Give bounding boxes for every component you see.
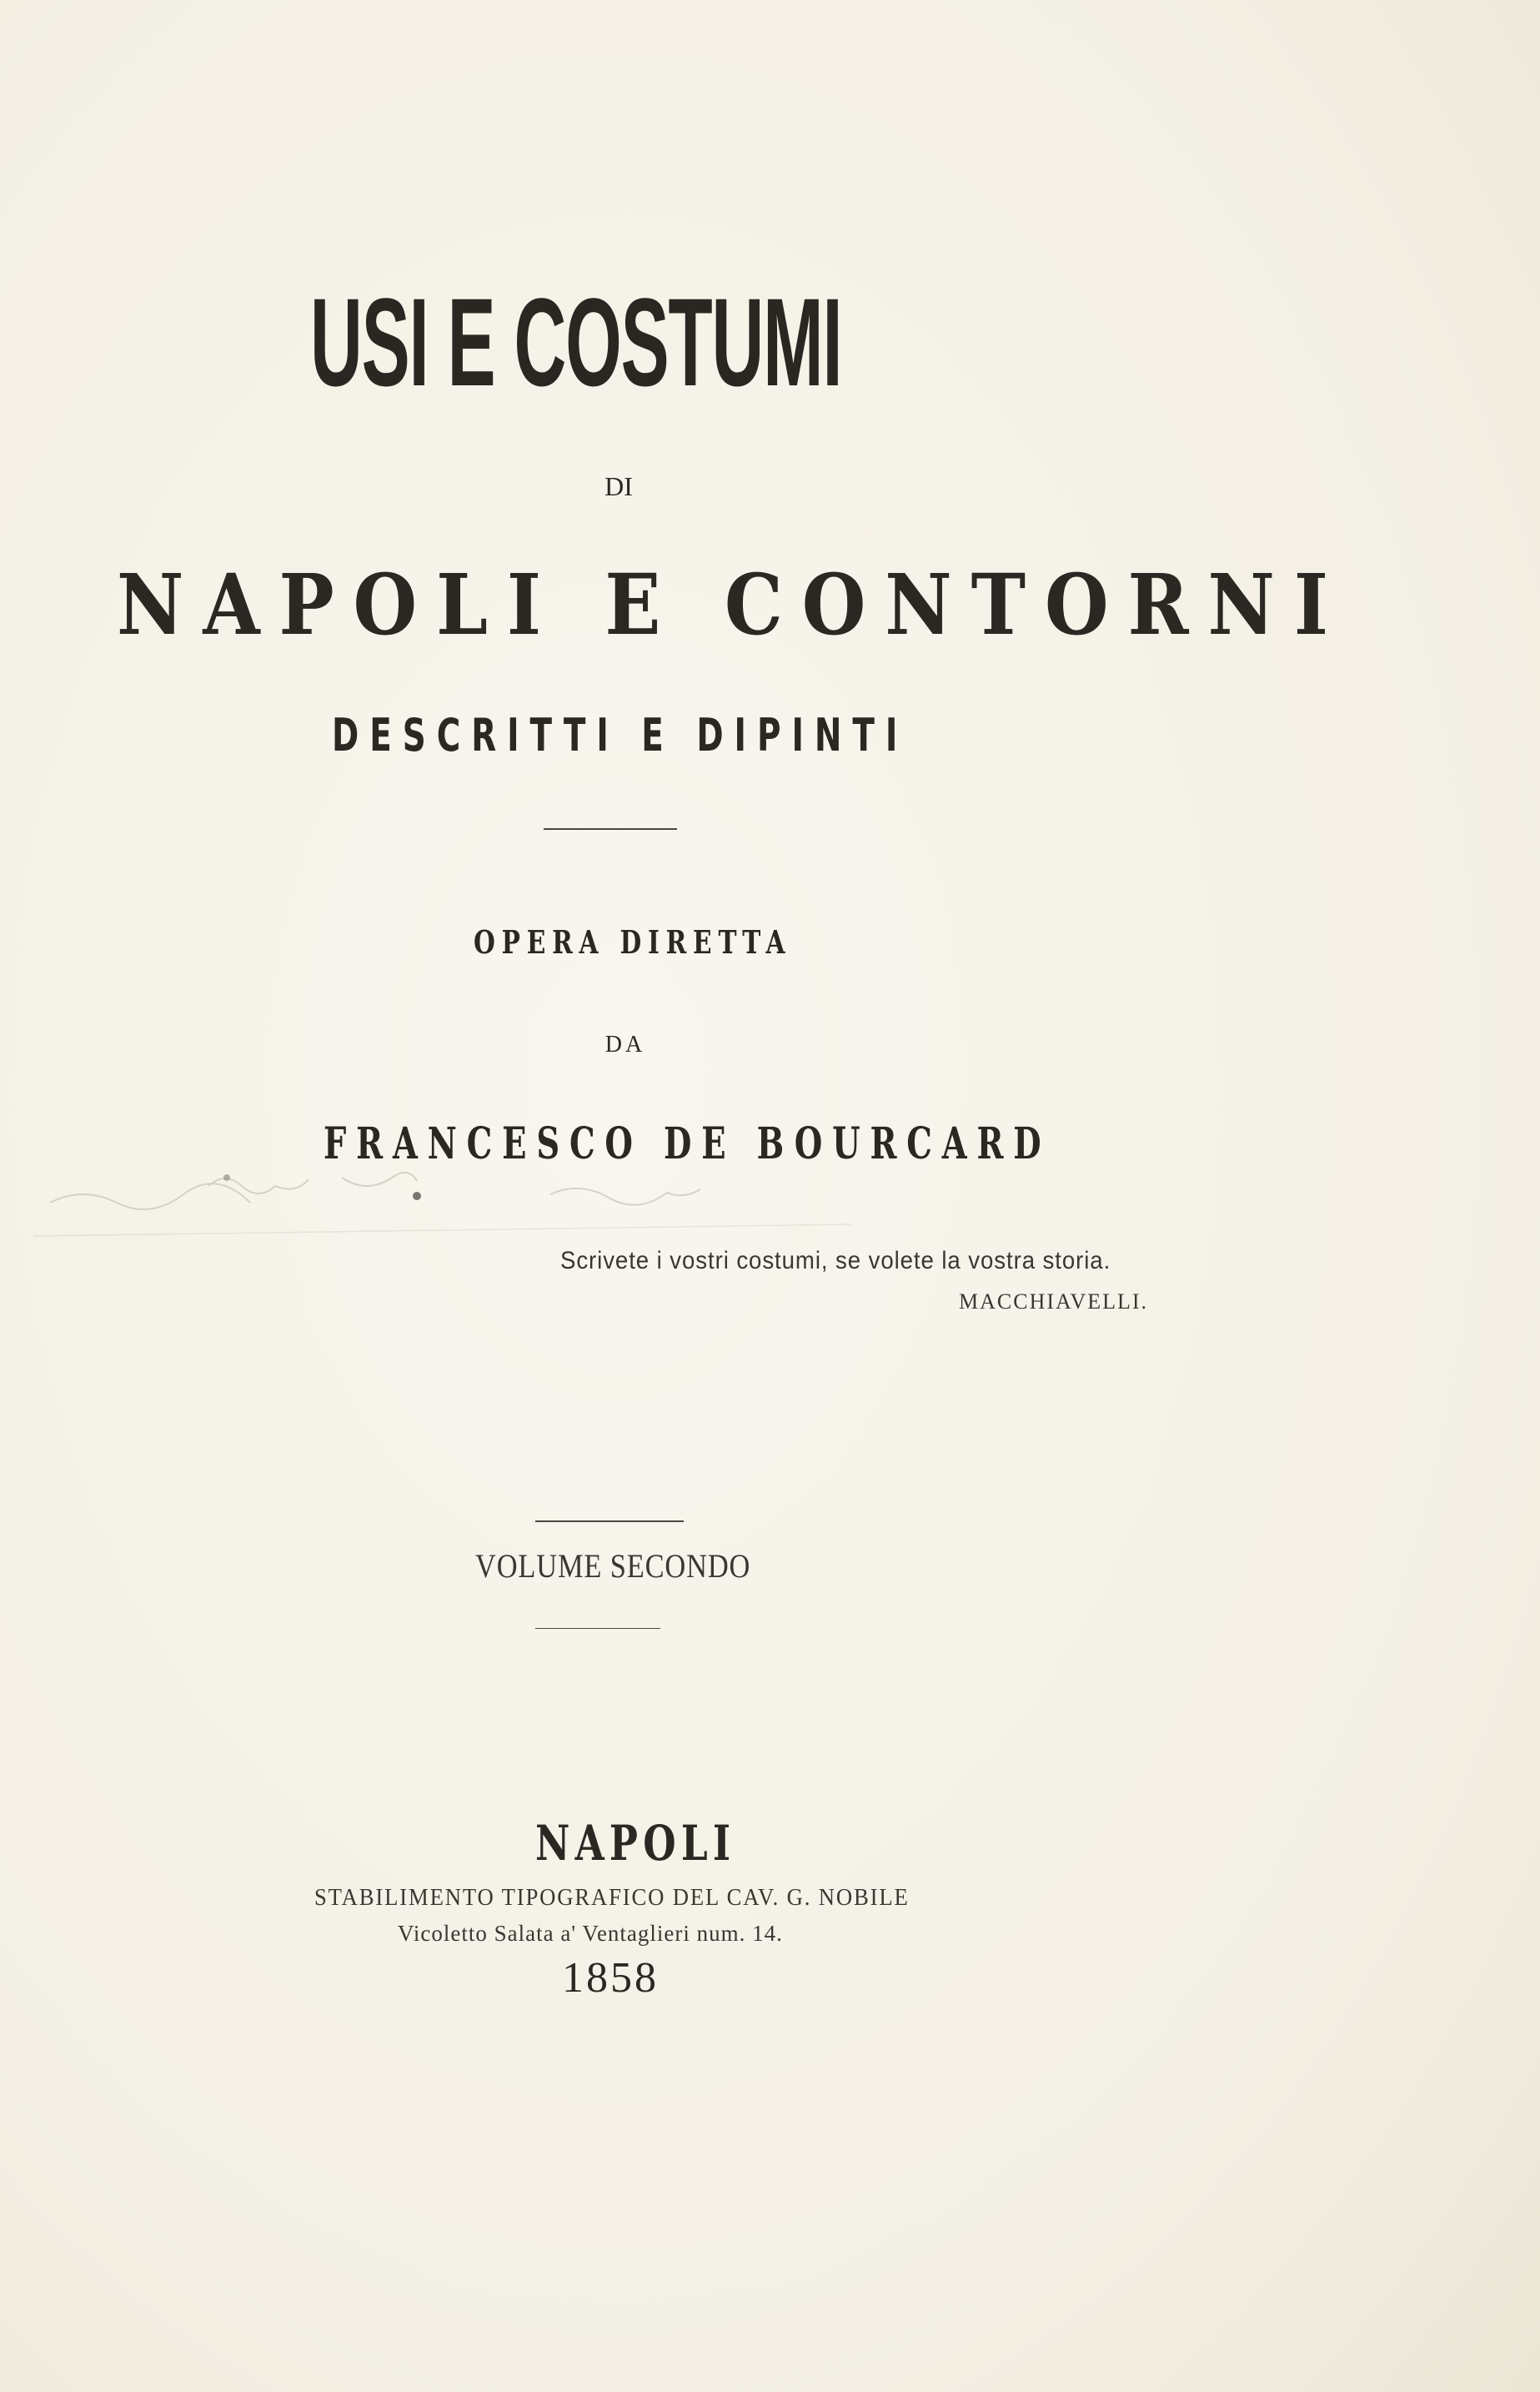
main-title-line-1: USI E COSTUMI [310,272,842,412]
imprint-address: Vicoletto Salata a' Ventaglieri num. 14. [398,1921,783,1946]
imprint-city: NAPOLI [535,1815,736,1872]
divider-rule-volume-bottom [535,1628,660,1629]
volume-label: VOLUME SECONDO [475,1547,751,1585]
divider-rule-volume-top [535,1520,684,1522]
epigraph-attribution: MACCHIAVELLI. [959,1289,1149,1314]
subtitle: DESCRITTI E DIPINTI [332,709,909,761]
epigraph-quote: Scrivete i vostri costumi, se volete la vostra storia. [560,1247,1111,1274]
by-line: DA [604,1032,646,1058]
divider-rule-top [544,828,677,830]
main-title-line-2: NAPOLI E CONTORNI [117,555,1347,654]
title-conjunction: DI [604,471,633,501]
imprint-year: 1858 [562,1954,659,2002]
opera-line: OPERA DIRETTA [474,923,792,961]
author-name: FRANCESCO DE BOURCARD [324,1118,1051,1169]
imprint-printer: STABILIMENTO TIPOGRAFICO DEL CAV. G. NOBILE [314,1884,910,1911]
